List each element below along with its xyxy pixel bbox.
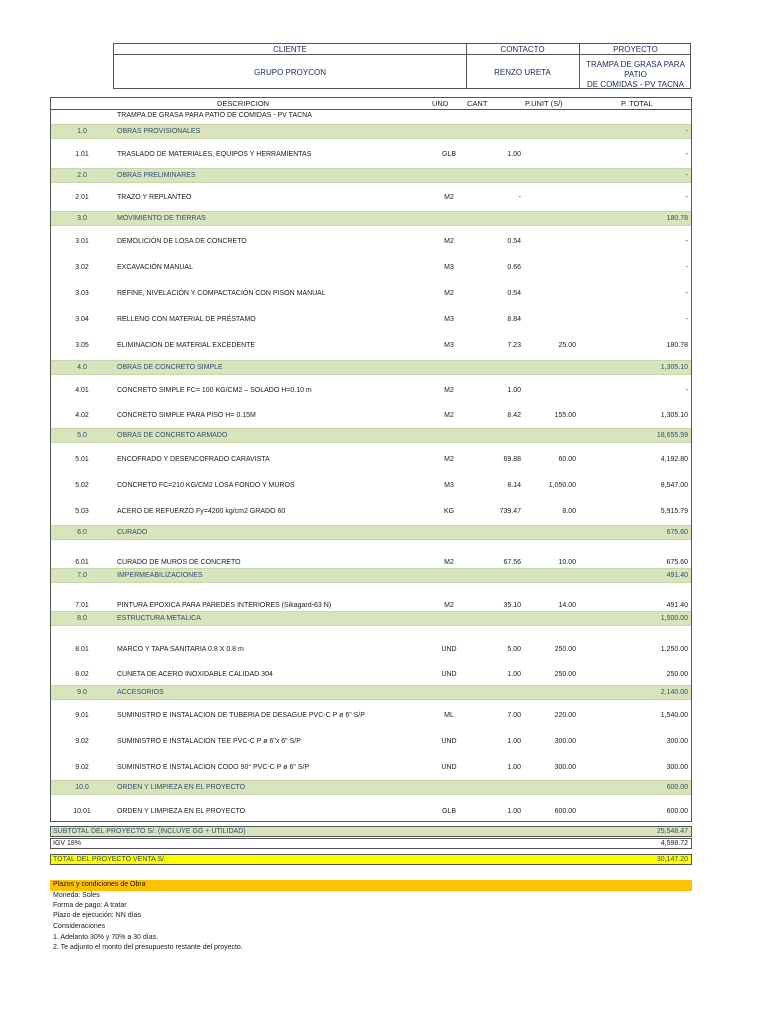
section-row (51, 124, 691, 139)
item-total: - (685, 194, 688, 201)
item-total: 1,305.10 (660, 364, 688, 371)
proyecto-value-line2: DE COMIDAS - PV TACNA (586, 80, 685, 89)
item-total: 5,915.79 (660, 508, 688, 515)
item-row (51, 473, 691, 498)
contacto-label: CONTACTO (500, 45, 545, 54)
col-und: UND (432, 99, 449, 108)
item-unit: M3 (444, 316, 454, 323)
item-unit: M2 (444, 194, 454, 201)
cliente-value: GRUPO PROYCON (253, 68, 326, 77)
item-number: 3.0 (77, 215, 87, 222)
section-row (51, 428, 691, 443)
item-description: MOVIMIENTO DE TIERRAS (117, 215, 206, 222)
item-description: ORDEN Y LIMPIEZA EN EL PROYECTO (117, 784, 246, 791)
item-unit-price: 300.00 (554, 738, 576, 745)
condition-line: 1. Adelanto 30% y 70% a 30 días. (53, 934, 159, 941)
item-unit: M3 (444, 264, 454, 271)
subtotal-value: 25,548.47 (656, 828, 688, 835)
section-row (51, 211, 691, 226)
item-quantity: 1.00 (507, 764, 521, 771)
item-total: 2,140.00 (660, 689, 688, 696)
item-number: 6.0 (77, 529, 87, 536)
condition-line: Plazo de ejecución: NN días (53, 912, 141, 919)
item-description: ACERO DE REFUERZO Fy=4200 kg/cm2 GRADO 60 (117, 508, 286, 515)
conditions-title: Plazos y condiciones de Obra (50, 880, 692, 891)
item-description: SUMINISTRO E INSTALACION CODO 90° PVC-C P ø 6" S/P (117, 764, 310, 771)
item-total: 180.78 (666, 215, 688, 222)
item-total: 300.00 (666, 738, 688, 745)
item-number: 4.02 (75, 412, 89, 419)
item-number: 3.03 (75, 290, 89, 297)
item-total: 8,547.00 (660, 482, 688, 489)
item-row (51, 307, 691, 332)
item-unit: ML (444, 712, 454, 719)
item-description: TRAZO Y REPLANTEO (117, 194, 192, 201)
item-quantity: 0.54 (507, 238, 521, 245)
item-row (51, 729, 691, 754)
item-number: 9.0 (77, 689, 87, 696)
item-total: - (685, 238, 688, 245)
item-row (51, 378, 691, 403)
section-row (51, 611, 691, 626)
item-unit: M3 (444, 482, 454, 489)
item-number: 10.0 (75, 784, 89, 791)
item-description: IMPERMEABILIZACIONES (117, 572, 203, 579)
item-total: - (685, 128, 688, 135)
section-row (51, 568, 691, 583)
condition-line: Consideraciones (53, 923, 106, 930)
item-quantity: 69.88 (503, 456, 521, 463)
item-row (51, 499, 691, 524)
item-description: ELIMINACION DE MATERIAL EXCEDENTE (117, 342, 256, 349)
item-number: 8.01 (75, 646, 89, 653)
item-total: - (685, 264, 688, 271)
item-number: 5.0 (77, 432, 87, 439)
item-description: RELLENO CON MATERIAL DE PRÉSTAMO (117, 316, 256, 323)
item-number: 3.01 (75, 238, 89, 245)
item-quantity: - (518, 194, 521, 201)
client-header-table (113, 43, 691, 89)
total-value: 30,147.20 (656, 856, 688, 863)
item-number: 3.04 (75, 316, 89, 323)
item-number: 3.05 (75, 342, 89, 349)
item-description: SUMINISTRO E INSTALACION TEE PVC-C P ø 6"x 6" S/P (117, 738, 301, 745)
item-description: CONCRETO SIMPLE FC= 100 KG/CM2 – SOLADO H=0.10 m (117, 387, 312, 394)
item-total: - (685, 387, 688, 394)
item-unit-price: 250.00 (554, 646, 576, 653)
item-number: 3.02 (75, 264, 89, 271)
section-row (51, 360, 691, 375)
column-header-row (51, 98, 691, 110)
item-row (51, 447, 691, 472)
item-unit: M2 (444, 559, 454, 566)
item-number: 7.0 (77, 572, 87, 579)
item-quantity: 1.00 (507, 808, 521, 815)
item-number: 7.01 (75, 602, 89, 609)
col-ptotal: P. TOTAL (621, 99, 653, 108)
item-description: CURADO (117, 529, 148, 536)
item-unit-price: 155.00 (554, 412, 576, 419)
item-quantity: 7.23 (507, 342, 521, 349)
item-number: 2.0 (77, 172, 87, 179)
section-row (51, 685, 691, 700)
item-description: PINTURA EPOXICA PARA PAREDES INTERIORES (Sikagard-63 N) (117, 602, 332, 609)
item-unit-price: 10.00 (558, 559, 576, 566)
item-row (51, 186, 691, 209)
item-unit: UND (441, 671, 457, 678)
item-number: 1.01 (75, 151, 89, 158)
item-unit: M2 (444, 456, 454, 463)
item-number: 5.01 (75, 456, 89, 463)
item-quantity: 0.54 (507, 290, 521, 297)
item-description: OBRAS DE CONCRETO ARMADO (117, 432, 228, 439)
item-number: 9.02 (75, 764, 89, 771)
item-quantity: 8.14 (507, 482, 521, 489)
item-quantity: 67.56 (503, 559, 521, 566)
item-description: CONCRETO SIMPLE PARA PISO H= 0.15M (117, 412, 256, 419)
item-unit: M3 (444, 342, 454, 349)
item-unit: UND (441, 764, 457, 771)
item-row (51, 662, 691, 687)
item-quantity: 1.00 (507, 671, 521, 678)
item-row (51, 403, 691, 428)
item-description: SUMINISTRO E INSTALACION DE TUBERIA DE DESAGUE PVC-C P ø 6" S/P (117, 712, 365, 719)
item-total: - (685, 172, 688, 179)
item-total: 18,655.59 (656, 432, 688, 439)
item-row (51, 229, 691, 254)
item-total: 1,540.00 (660, 712, 688, 719)
item-quantity: 1.00 (507, 151, 521, 158)
item-quantity: 35.10 (503, 602, 521, 609)
item-description: EXCAVACIÓN MANUAL (117, 264, 193, 271)
item-total: - (685, 290, 688, 297)
item-number: 9.02 (75, 738, 89, 745)
item-unit: UND (441, 738, 457, 745)
item-quantity: 8.42 (507, 412, 521, 419)
item-number: 5.03 (75, 508, 89, 515)
item-description: ESTRUCTURA METALICA (117, 615, 201, 622)
item-total: 675.60 (666, 529, 688, 536)
item-unit-price: 8.00 (562, 508, 576, 515)
item-description: DEMOLICIÓN DE LOSA DE CONCRETO (117, 238, 247, 245)
subtotal-row (50, 826, 692, 837)
item-unit-price: 300.00 (554, 764, 576, 771)
item-total: 1,305.10 (660, 412, 688, 419)
item-description: ACCESORIOS (117, 689, 164, 696)
item-description: MARCO Y TAPA SANITARIA 0.8 X 0.8 m (117, 646, 244, 653)
item-unit-price: 600.00 (554, 808, 576, 815)
item-row (51, 333, 691, 358)
total-row (50, 854, 692, 865)
item-number: 8.0 (77, 615, 87, 622)
item-description: ENCOFRADO Y DESENCOFRADO CARAVISTA (117, 456, 270, 463)
item-unit: GLB (441, 808, 456, 815)
item-row (51, 143, 691, 166)
item-unit: M2 (444, 602, 454, 609)
item-quantity: 739.47 (499, 508, 521, 515)
col-descripcion: DESCRIPCION (217, 99, 270, 108)
item-unit: M2 (444, 387, 454, 394)
item-quantity: 1.00 (507, 738, 521, 745)
item-description: OBRAS PRELIMINARES (117, 172, 196, 179)
item-quantity: 0.66 (507, 264, 521, 271)
item-quantity: 7.00 (507, 712, 521, 719)
item-unit-price: 1,050.00 (548, 482, 576, 489)
condition-line: 2. Te adjunto el monto del presupuesto restante del proyecto. (53, 944, 243, 951)
item-row (51, 281, 691, 306)
item-total: - (685, 316, 688, 323)
item-unit: UND (441, 646, 457, 653)
project-title: TRAMPA DE GRASA PARA PATIO DE COMIDAS - PV TACNA (117, 111, 312, 119)
contacto-value: RENZO URETA (494, 68, 551, 77)
item-number: 10.01 (73, 808, 91, 815)
item-description: OBRAS PROVISIONALES (117, 128, 201, 135)
item-number: 6.01 (75, 559, 89, 566)
col-cant: CANT (467, 99, 488, 108)
item-number: 9.01 (75, 712, 89, 719)
item-unit: M2 (444, 290, 454, 297)
item-unit: GLB (441, 151, 456, 158)
item-total: 300.00 (666, 764, 688, 771)
condition-line: Forma de pago: A tratar (53, 902, 127, 909)
item-description: CONCRETO FC=210 KG/CM2 LOSA FONDO Y MUROS (117, 482, 295, 489)
item-unit-price: 25.00 (558, 342, 576, 349)
subtotal-label: SUBTOTAL DEL PROYECTO S/. (INCLUYE GG + UTILIDAD) (53, 828, 246, 835)
item-total: 600.00 (666, 784, 688, 791)
item-total: 491.40 (666, 602, 688, 609)
item-row (51, 703, 691, 728)
item-description: CURADO DE MUROS DE CONCRETO (117, 559, 241, 566)
col-punit: P.UNIT (S/) (525, 99, 563, 108)
item-number: 2.01 (75, 194, 89, 201)
item-row (51, 637, 691, 662)
item-quantity: 8.84 (507, 316, 521, 323)
item-total: 4,192.80 (660, 456, 688, 463)
proyecto-label: PROYECTO (613, 45, 658, 54)
item-row (51, 755, 691, 780)
item-number: 4.0 (77, 364, 87, 371)
budget-table (50, 97, 692, 822)
item-quantity: 5.00 (507, 646, 521, 653)
item-unit: KG (443, 508, 455, 515)
item-unit: M2 (444, 412, 454, 419)
proyecto-value (579, 60, 692, 90)
item-row (51, 799, 691, 824)
section-row (51, 525, 691, 540)
item-number: 8.02 (75, 671, 89, 678)
item-total: - (685, 151, 688, 158)
item-quantity: 1.00 (507, 387, 521, 394)
item-row (51, 255, 691, 280)
proyecto-value-line1: TRAMPA DE GRASA PARA PATIO (586, 60, 685, 79)
item-unit: M2 (444, 238, 454, 245)
cliente-label: CLIENTE (273, 45, 307, 54)
item-total: 180.78 (666, 342, 688, 349)
item-description: REFINE, NIVELACIÓN Y COMPACTACIÓN CON PISON MANUAL (117, 290, 326, 297)
item-number: 1.0 (77, 128, 87, 135)
project-title-row (51, 110, 691, 120)
item-unit-price: 60.00 (558, 456, 576, 463)
item-description: TRASLADO DE MATERIALES, EQUIPOS Y HERRAMIENTAS (117, 151, 312, 158)
item-description: CUNETA DE ACERO INOXIDABLE CALIDAD 304 (117, 671, 273, 678)
item-total: 600.00 (666, 808, 688, 815)
item-total: 1,250.00 (660, 646, 688, 653)
item-number: 5.02 (75, 482, 89, 489)
item-unit-price: 220.00 (554, 712, 576, 719)
item-unit-price: 250.00 (554, 671, 576, 678)
item-description: OBRAS DE CONCRETO SIMPLE (117, 364, 223, 371)
condition-line: Moneda: Soles (53, 892, 100, 899)
total-label: TOTAL DEL PROYECTO VENTA S/. (53, 856, 166, 863)
item-total: 491.40 (666, 572, 688, 579)
igv-value: 4,598.72 (660, 840, 688, 847)
section-row (51, 780, 691, 795)
igv-row (50, 838, 692, 849)
item-total: 250.00 (666, 671, 688, 678)
item-description: ORDEN Y LIMPIEZA EN EL PROYECTO (117, 808, 246, 815)
igv-label: IGV 18% (53, 840, 82, 847)
item-unit-price: 14.00 (558, 602, 576, 609)
item-number: 4.01 (75, 387, 89, 394)
item-total: 1,500.00 (660, 615, 688, 622)
item-total: 675.60 (666, 559, 688, 566)
section-row (51, 168, 691, 183)
